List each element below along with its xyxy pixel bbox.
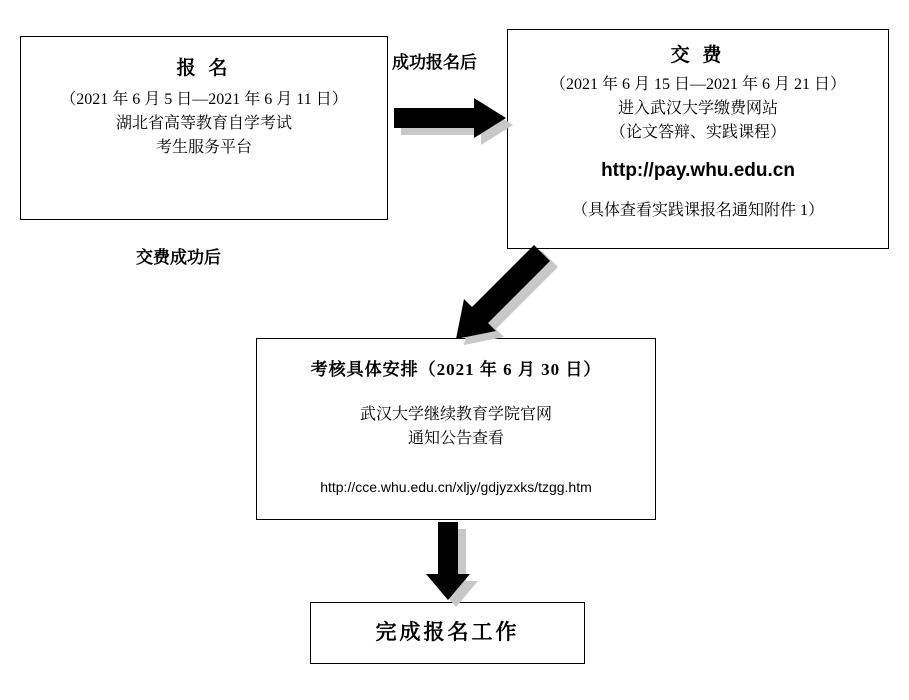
flow-node-done — [310, 602, 585, 664]
arrow-label-after-pay: 交费成功后 — [136, 248, 221, 267]
pay-title: 交 费 — [670, 45, 726, 66]
schedule-line-2: 通知公告查看 — [407, 429, 504, 447]
done-title: 完成报名工作 — [375, 620, 520, 644]
schedule-url-link[interactable]: http://cce.whu.edu.cn/xljy/gdjyzxks/tzgg.htm — [320, 478, 592, 495]
pay-line-1: 进入武汉大学缴费网站 — [617, 99, 778, 117]
flow-node-apply — [20, 36, 388, 220]
flow-node-pay — [507, 29, 889, 249]
apply-title: 报 名 — [176, 58, 232, 79]
schedule-line-1: 武汉大学继续教育学院官网 — [359, 405, 552, 423]
arrow-label-after-apply: 成功报名后 — [392, 53, 477, 72]
pay-date: （2021 年 6 月 15 日—2021 年 6 月 21 日） — [549, 75, 846, 93]
arrow-apply-to-pay-icon — [388, 92, 518, 152]
flow-node-schedule — [256, 338, 656, 520]
apply-date: （2021 年 6 月 5 日—2021 年 6 月 11 日） — [60, 90, 348, 108]
apply-line-2: 考生服务平台 — [155, 138, 252, 156]
pay-url-link[interactable]: http://pay.whu.edu.cn — [601, 159, 795, 181]
pay-note: （具体查看实践课报名通知附件 1） — [571, 202, 824, 219]
arrow-schedule-to-done-icon — [420, 520, 510, 610]
schedule-title: 考核具体安排（2021 年 6 月 30 日） — [310, 360, 602, 379]
apply-line-1: 湖北省高等教育自学考试 — [115, 114, 292, 132]
pay-line-2: （论文答辩、实践课程） — [609, 123, 786, 141]
arrow-pay-to-schedule-icon — [430, 243, 590, 353]
